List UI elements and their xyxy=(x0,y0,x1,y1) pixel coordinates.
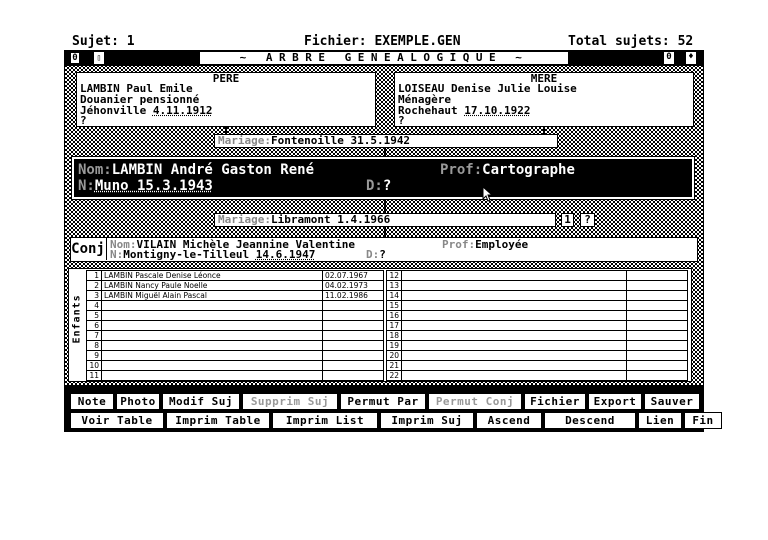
child-row[interactable] xyxy=(387,321,688,331)
child-birth-date xyxy=(627,281,688,291)
child-name xyxy=(102,331,323,341)
fuller-box-icon[interactable]: 0 xyxy=(664,52,674,64)
child-number: 7 xyxy=(87,331,102,341)
child-name xyxy=(401,291,626,301)
spouse-birth-row xyxy=(110,250,315,261)
child-number: 8 xyxy=(87,341,102,351)
connector-marriage xyxy=(384,199,386,213)
spouse-death-label: D: xyxy=(366,248,380,261)
child-birth-date xyxy=(627,351,688,361)
child-birth-date xyxy=(323,321,384,331)
child-row[interactable] xyxy=(87,331,384,341)
child-name xyxy=(401,341,626,351)
child-number: 14 xyxy=(387,291,402,301)
subject-birth: Muno 15.3.1943 xyxy=(94,178,213,194)
child-number: 10 xyxy=(87,361,102,371)
child-name xyxy=(102,311,323,321)
menu-permut-par-button[interactable]: Permut Par xyxy=(340,393,426,410)
child-birth-date: 04.02.1973 xyxy=(323,281,384,291)
spouse-name: VILAIN Michèle Jeannine Valentine xyxy=(136,238,356,251)
subject-marriage-value: Libramont 1.4.1966 xyxy=(270,213,391,226)
marriage-count[interactable]: 1 xyxy=(561,213,574,227)
subject-name-row xyxy=(78,162,314,178)
menu-fin-button[interactable]: Fin xyxy=(684,412,722,429)
child-birth-date: 02.07.1967 xyxy=(323,271,384,281)
children-table-left xyxy=(86,270,384,381)
subject-birth-label: N: xyxy=(78,178,95,194)
subject-name: LAMBIN André Gaston René xyxy=(111,162,315,178)
child-row[interactable] xyxy=(387,371,688,381)
spouse-birth-label: N: xyxy=(110,248,124,261)
mother-profession: Ménagère xyxy=(398,93,451,106)
child-row[interactable] xyxy=(87,311,384,321)
child-row[interactable] xyxy=(87,291,384,301)
child-row[interactable] xyxy=(87,371,384,381)
child-birth-date xyxy=(627,301,688,311)
subject-prof-row xyxy=(440,162,575,178)
child-birth-date xyxy=(627,371,688,381)
mother-name: LOISEAU Denise Julie Louise xyxy=(398,82,577,95)
menu-photo-button[interactable]: Photo xyxy=(116,393,160,410)
parents-marriage xyxy=(218,136,410,147)
subject-death-row xyxy=(366,178,391,194)
child-name: LAMBIN Miguël Alain Pascal xyxy=(102,291,323,301)
child-number: 18 xyxy=(387,331,402,341)
spouse-death: ? xyxy=(379,248,386,261)
child-name xyxy=(102,371,323,381)
spouse-tag: Conj xyxy=(70,238,107,260)
child-row[interactable] xyxy=(387,341,688,351)
child-number: 6 xyxy=(87,321,102,331)
child-birth-date xyxy=(627,341,688,351)
mother-heading: MERE xyxy=(530,72,558,85)
child-name xyxy=(102,301,323,311)
connector-subject xyxy=(384,147,386,157)
child-number: 17 xyxy=(387,321,402,331)
menu-descend-button[interactable]: Descend xyxy=(544,412,636,429)
child-row[interactable] xyxy=(387,331,688,341)
child-row[interactable] xyxy=(387,301,688,311)
child-birth-date xyxy=(323,371,384,381)
mother-birth xyxy=(398,106,530,117)
spouse-death-row xyxy=(366,250,386,261)
mother-death: ? xyxy=(398,114,405,127)
children-table-right xyxy=(386,270,688,381)
child-row[interactable] xyxy=(87,361,384,371)
child-row[interactable] xyxy=(387,311,688,321)
child-name xyxy=(401,281,626,291)
menu-lien-button[interactable]: Lien xyxy=(638,412,682,429)
mother-birth-place: Rochehaut xyxy=(398,104,458,117)
child-number: 19 xyxy=(387,341,402,351)
child-name xyxy=(401,361,626,371)
child-number: 22 xyxy=(387,371,402,381)
child-row[interactable] xyxy=(87,271,384,281)
close-box-icon[interactable]: 0 xyxy=(70,52,80,64)
child-row[interactable] xyxy=(387,291,688,301)
child-name xyxy=(102,351,323,361)
child-name xyxy=(102,361,323,371)
menu-modif-suj-button[interactable]: Modif Suj xyxy=(162,393,240,410)
child-number: 12 xyxy=(387,271,402,281)
child-number: 15 xyxy=(387,301,402,311)
subject-birth-row xyxy=(78,178,213,194)
child-number: 1 xyxy=(87,271,102,281)
subject-prof: Cartographe xyxy=(482,162,575,178)
child-number: 3 xyxy=(87,291,102,301)
child-row[interactable] xyxy=(387,271,688,281)
child-row[interactable] xyxy=(87,281,384,291)
child-birth-date: 11.02.1986 xyxy=(323,291,384,301)
spouse-name-label: Nom: xyxy=(110,238,137,251)
subject-name-label: Nom: xyxy=(78,162,112,178)
child-number: 11 xyxy=(87,371,102,381)
father-birth xyxy=(80,106,212,117)
subject-marriage xyxy=(218,215,390,226)
child-birth-date xyxy=(323,361,384,371)
child-number: 4 xyxy=(87,301,102,311)
child-number: 2 xyxy=(87,281,102,291)
subject-death-label: D: xyxy=(366,178,383,194)
child-row[interactable] xyxy=(87,341,384,351)
menu-imprim-list-button[interactable]: Imprim List xyxy=(272,412,378,429)
father-name: LAMBIN Paul Emile xyxy=(80,82,193,95)
father-death: ? xyxy=(80,114,87,127)
child-name xyxy=(401,371,626,381)
father-heading: PERE xyxy=(212,72,240,85)
child-name xyxy=(401,331,626,341)
child-birth-date xyxy=(323,331,384,341)
child-birth-date xyxy=(627,331,688,341)
child-row[interactable] xyxy=(387,281,688,291)
spouse-birth-place: Montigny-le-Tilleul xyxy=(123,248,250,261)
menu-sauver-button[interactable]: Sauver xyxy=(644,393,700,410)
subject-marriage-label: Mariage: xyxy=(218,213,271,226)
child-row[interactable] xyxy=(387,361,688,371)
parents-marriage-value: Fontenoille 31.5.1942 xyxy=(270,134,411,147)
total-subjects: Total sujets: 52 xyxy=(568,34,694,49)
window-title: ~ ARBRE GENEALOGIQUE ~ xyxy=(239,51,529,64)
spouse-prof-row xyxy=(442,240,528,251)
menu-imprim-table-button[interactable]: Imprim Table xyxy=(166,412,270,429)
mouse-cursor-icon xyxy=(482,186,494,202)
child-number: 5 xyxy=(87,311,102,321)
menu-supprim-suj-button[interactable]: Supprim Suj xyxy=(242,393,338,410)
menu-note-button[interactable]: Note xyxy=(70,393,114,410)
child-birth-date xyxy=(627,311,688,321)
child-name xyxy=(401,311,626,321)
menu-permut-conj-button[interactable]: Permut Conj xyxy=(428,393,522,410)
child-birth-date xyxy=(323,341,384,351)
child-name xyxy=(401,301,626,311)
father-birth-place: Jéhonville xyxy=(80,104,147,117)
parents-marriage-label: Mariage: xyxy=(218,134,271,147)
menu-export-button[interactable]: Export xyxy=(588,393,642,410)
child-number: 21 xyxy=(387,361,402,371)
spouse-prof-label: Prof: xyxy=(442,238,476,251)
child-name xyxy=(401,351,626,361)
size-box-icon[interactable]: ♦ xyxy=(686,52,696,64)
subject-number: Sujet: 1 xyxy=(72,34,135,49)
child-number: 13 xyxy=(387,281,402,291)
child-row[interactable] xyxy=(87,351,384,361)
file-name: Fichier: EXEMPLE.GEN xyxy=(304,34,461,49)
child-birth-date xyxy=(323,311,384,321)
menu-imprim-suj-button[interactable]: Imprim Suj xyxy=(380,412,474,429)
child-name xyxy=(401,271,626,281)
child-number: 20 xyxy=(387,351,402,361)
subject-death: ? xyxy=(382,178,392,194)
child-row[interactable] xyxy=(387,351,688,361)
spouse-prof: Employée xyxy=(475,238,529,251)
father-birth-date: 4.11.1912 xyxy=(152,104,213,117)
child-number: 9 xyxy=(87,351,102,361)
child-birth-date xyxy=(323,301,384,311)
father-profession: Douanier pensionné xyxy=(80,93,200,106)
child-birth-date xyxy=(627,271,688,281)
menu-voir-table-button[interactable]: Voir Table xyxy=(70,412,164,429)
menu-ascend-button[interactable]: Ascend xyxy=(476,412,542,429)
child-birth-date xyxy=(323,351,384,361)
child-name xyxy=(102,321,323,331)
menu-fichier-button[interactable]: Fichier xyxy=(524,393,586,410)
info-box-icon[interactable]: ▯ xyxy=(94,52,104,64)
mother-birth-date: 17.10.1922 xyxy=(464,104,531,117)
subject-prof-label: Prof: xyxy=(440,162,483,178)
child-name xyxy=(401,321,626,331)
connector-spouse xyxy=(384,227,386,237)
child-row[interactable] xyxy=(87,321,384,331)
child-name: LAMBIN Pascale Denise Léonce xyxy=(102,271,323,281)
child-number: 16 xyxy=(387,311,402,321)
child-name xyxy=(102,341,323,351)
child-birth-date xyxy=(627,361,688,371)
child-birth-date xyxy=(627,291,688,301)
child-row[interactable] xyxy=(87,301,384,311)
spouse-birth-date: 14.6.1947 xyxy=(255,248,316,261)
marriage-nav-button[interactable]: ? xyxy=(580,213,595,227)
child-birth-date xyxy=(627,321,688,331)
child-name: LAMBIN Nancy Paule Noelle xyxy=(102,281,323,291)
children-side-label xyxy=(72,322,83,344)
